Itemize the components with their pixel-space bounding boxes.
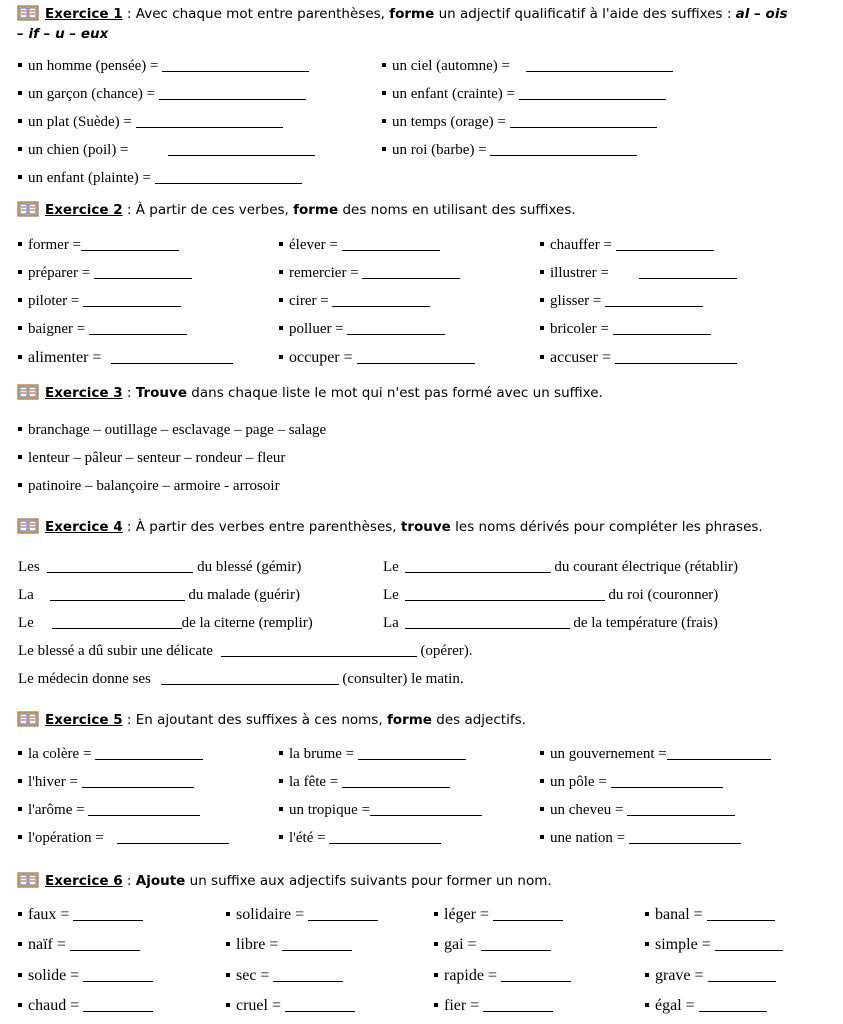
ex6-item: simple = (645, 936, 783, 954)
ex6-item: léger = (434, 906, 563, 924)
answer-blank[interactable] (526, 59, 673, 72)
ex1-item: un plat (Suède) = (18, 113, 283, 131)
answer-blank[interactable] (616, 238, 714, 251)
ex5-item: un gouvernement = (540, 745, 771, 763)
answer-blank[interactable] (82, 775, 194, 788)
ex3-heading: Exercice 3 : Trouve dans chaque liste le mot qui n'est pas formé avec un suffixe. (17, 384, 603, 402)
ex2-item: préparer = (18, 264, 192, 282)
ex2-item: baigner = (18, 320, 187, 338)
ex2-item: élever = (279, 236, 440, 254)
answer-blank[interactable] (161, 672, 339, 685)
answer-blank[interactable] (332, 294, 430, 307)
ex6-item: égal = (645, 997, 767, 1015)
ex2-item: occuper = (279, 349, 475, 367)
answer-blank[interactable] (605, 294, 703, 307)
answer-blank[interactable] (50, 588, 185, 601)
ex6-label: Exercice 6 (45, 873, 123, 889)
answer-blank[interactable] (405, 588, 605, 601)
answer-blank[interactable] (47, 560, 193, 573)
ex6-item: chaud = (18, 997, 153, 1015)
book-icon (17, 872, 39, 888)
answer-blank[interactable] (70, 938, 140, 951)
ex4-row: La du malade (guérir) (18, 587, 300, 603)
answer-blank[interactable] (168, 143, 315, 156)
ex6-item: solidaire = (226, 906, 378, 924)
answer-blank[interactable] (362, 266, 460, 279)
book-icon (17, 201, 39, 217)
ex4-label: Exercice 4 (45, 519, 123, 535)
answer-blank[interactable] (342, 238, 440, 251)
ex2-item: cirer = (279, 292, 430, 310)
ex6-heading: Exercice 6 : Ajoute un suffixe aux adjectifs suivants pour former un nom. (17, 872, 552, 890)
answer-blank[interactable] (95, 747, 203, 760)
ex3-list: branchage – outillage – esclavage – page – salage (18, 421, 326, 439)
ex1-item: un ciel (automne) = (382, 57, 673, 75)
book-icon (17, 711, 39, 727)
ex1-suffixes-cont: – if – u – eux (17, 26, 109, 42)
answer-blank[interactable] (405, 616, 570, 629)
ex4-sentence: Le médecin donne ses (consulter) le matin. (18, 671, 464, 687)
answer-blank[interactable] (615, 351, 737, 364)
answer-blank[interactable] (81, 238, 179, 251)
book-icon (17, 5, 39, 21)
ex2-item: bricoler = (540, 320, 711, 338)
answer-blank[interactable] (358, 747, 466, 760)
answer-blank[interactable] (329, 831, 441, 844)
ex2-item: alimenter = (18, 349, 233, 367)
ex6-item: gai = (434, 936, 551, 954)
answer-blank[interactable] (155, 171, 302, 184)
ex5-item: la brume = (279, 745, 466, 763)
answer-blank[interactable] (715, 938, 783, 951)
ex1-item: un roi (barbe) = (382, 141, 637, 159)
ex5-item: un tropique = (279, 801, 482, 819)
answer-blank[interactable] (519, 87, 666, 100)
answer-blank[interactable] (136, 115, 283, 128)
ex1-item: un chien (poil) = (18, 141, 315, 159)
answer-blank[interactable] (308, 908, 378, 921)
ex6-item: naïf = (18, 936, 140, 954)
answer-blank[interactable] (493, 908, 563, 921)
ex5-heading: Exercice 5 : En ajoutant des suffixes à ces noms, forme des adjectifs. (17, 711, 526, 729)
ex3-list: patinoire – balançoire – armoire - arrosoir (18, 477, 280, 495)
answer-blank[interactable] (483, 999, 553, 1012)
answer-blank[interactable] (481, 938, 551, 951)
ex6-item: grave = (645, 967, 776, 985)
ex2-item: illustrer = (540, 264, 737, 282)
book-icon (17, 518, 39, 534)
ex5-item: un cheveu = (540, 801, 735, 819)
answer-blank[interactable] (501, 969, 571, 982)
answer-blank[interactable] (342, 775, 450, 788)
ex4-row: Le du roi (couronner) (383, 587, 719, 603)
ex2-item: glisser = (540, 292, 703, 310)
answer-blank[interactable] (89, 322, 187, 335)
answer-blank[interactable] (405, 560, 551, 573)
ex6-item: cruel = (226, 997, 355, 1015)
answer-blank[interactable] (370, 803, 482, 816)
answer-blank[interactable] (510, 115, 657, 128)
answer-blank[interactable] (639, 266, 737, 279)
ex2-item: remercier = (279, 264, 460, 282)
answer-blank[interactable] (347, 322, 445, 335)
ex5-item: l'arôme = (18, 801, 200, 819)
ex5-item: une nation = (540, 829, 741, 847)
ex6-item: fier = (434, 997, 553, 1015)
answer-blank[interactable] (629, 831, 741, 844)
ex5-item: un pôle = (540, 773, 723, 791)
answer-blank[interactable] (708, 969, 776, 982)
answer-blank[interactable] (159, 87, 306, 100)
ex1-item: un garçon (chance) = (18, 85, 306, 103)
ex5-item: la colère = (18, 745, 203, 763)
ex1-heading: Exercice 1 : Avec chaque mot entre parenthèses, forme un adjectif qualificatif à l'aide des suffixes : al – ois (17, 5, 788, 23)
ex2-item: piloter = (18, 292, 181, 310)
ex3-label: Exercice 3 (45, 385, 123, 401)
ex4-row: La de la température (frais) (383, 615, 718, 631)
ex2-item: chauffer = (540, 236, 714, 254)
ex4-row: Le du courant électrique (rétablir) (383, 559, 738, 575)
answer-blank[interactable] (611, 775, 723, 788)
ex2-item: polluer = (279, 320, 445, 338)
answer-blank[interactable] (88, 803, 200, 816)
answer-blank[interactable] (613, 322, 711, 335)
ex2-heading: Exercice 2 : À partir de ces verbes, forme des noms en utilisant des suffixes. (17, 201, 576, 219)
ex4-row: Les du blessé (gémir) (18, 559, 302, 575)
answer-blank[interactable] (52, 616, 182, 629)
ex5-item: l'hiver = (18, 773, 194, 791)
book-icon (17, 384, 39, 400)
ex5-item: la fête = (279, 773, 450, 791)
ex5-item: l'opération = (18, 829, 229, 847)
answer-blank[interactable] (627, 803, 735, 816)
ex1-item: un temps (orage) = (382, 113, 657, 131)
answer-blank[interactable] (94, 266, 192, 279)
answer-blank[interactable] (117, 831, 229, 844)
answer-blank[interactable] (282, 938, 352, 951)
answer-blank[interactable] (357, 351, 475, 364)
ex6-item: solide = (18, 967, 153, 985)
ex2-item: accuser = (540, 349, 737, 367)
answer-blank[interactable] (83, 969, 153, 982)
answer-blank[interactable] (490, 143, 637, 156)
answer-blank[interactable] (111, 351, 233, 364)
ex1-item: un enfant (crainte) = (382, 85, 666, 103)
ex6-item: libre = (226, 936, 352, 954)
ex4-heading: Exercice 4 : À partir des verbes entre parenthèses, trouve les noms dérivés pour compléter les phrases. (17, 518, 763, 536)
ex1-label: Exercice 1 (45, 6, 123, 22)
answer-blank[interactable] (667, 747, 771, 760)
answer-blank[interactable] (83, 294, 181, 307)
ex6-item: banal = (645, 906, 775, 924)
answer-blank[interactable] (285, 999, 355, 1012)
ex5-item: l'été = (279, 829, 441, 847)
ex1-item: un homme (pensée) = (18, 57, 309, 75)
answer-blank[interactable] (699, 999, 767, 1012)
ex1-item: un enfant (plainte) = (18, 169, 302, 187)
answer-blank[interactable] (162, 59, 309, 72)
ex4-sentence: Le blessé a dû subir une délicate (opérer). (18, 643, 473, 659)
answer-blank[interactable] (221, 644, 417, 657)
ex5-label: Exercice 5 (45, 712, 123, 728)
answer-blank[interactable] (273, 969, 343, 982)
answer-blank[interactable] (73, 908, 143, 921)
answer-blank[interactable] (707, 908, 775, 921)
ex6-item: sec = (226, 967, 343, 985)
ex6-item: rapide = (434, 967, 571, 985)
answer-blank[interactable] (83, 999, 153, 1012)
ex2-item: former = (18, 236, 179, 254)
ex6-item: faux = (18, 906, 143, 924)
ex3-list: lenteur – pâleur – senteur – rondeur – fleur (18, 449, 285, 467)
ex4-row: Le de la citerne (remplir) (18, 615, 313, 631)
ex2-label: Exercice 2 (45, 202, 123, 218)
